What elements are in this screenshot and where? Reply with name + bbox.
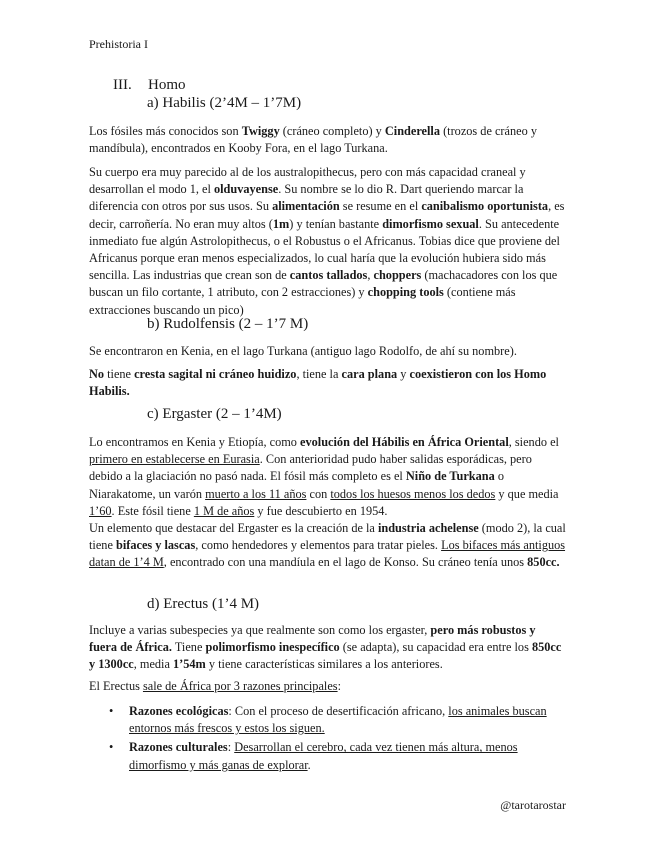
rudolfensis-paragraph-2: No tiene cresta sagital ni cráneo huidizo, tiene la cara plana y coexistieron con los Homo Habilis. <box>89 367 547 399</box>
reasons-list <box>89 703 566 776</box>
subheading-habilis: a) Habilis (2’4M – 1’7M) <box>147 95 302 111</box>
erectus-paragraph-1: Incluye a varias subespecies ya que realmente son como los ergaster, pero más robustos y fuera de África. Tiene polimorfismo inespecífico (se adapta), su capacidad era entre los 850cc y 1300cc, media 1’54m y tiene características similares a los anteriores. <box>89 623 562 672</box>
footer-handle: @tarotarostar <box>500 798 566 812</box>
erectus-paragraph-2: El Erectus sale de África por 3 razones principales: <box>89 679 341 693</box>
habilis-paragraph-1: Los fósiles más conocidos son Twiggy (cráneo completo) y Cinderella (trozos de cráneo y mandíbula), encontrados en Kooby Fora, en el lago Turkana. <box>89 124 537 156</box>
section-heading <box>113 77 186 94</box>
rudolfensis-paragraph-1: Se encontraron en Kenia, en el lago Turkana (antiguo lago Rodolfo, de ahí su nombre). <box>89 344 517 358</box>
habilis-paragraph-2: Su cuerpo era muy parecido al de los australopithecus, pero con más capacidad craneal y desarrollan el modo 1, el olduvayense. Su nombre se lo dio R. Dart queriendo marcar la diferencia con otros por sus usos. Su alimentación se resume en el canibalismo oportunista, es decir, carroñería. No eran muy altos (1m) y tenían bastante dimorfismo sexual. Su antecedente inmediato fue algún Astrolopithecus, o el Robustus o el Africanus. Tobias dice que proviene del Africanus porque eran menos especializados, lo cual haría que la evolución hubiera sido más sencilla. Las industrias que crean son de cantos tallados, choppers (machacadores con los que buscan un filo cortante, 1 atributo, con 2 estracciones) y chopping tools (contiene más extracciones buscando un pico) <box>89 165 565 317</box>
section-title: Homo <box>148 77 186 93</box>
ergaster-paragraph-2: Un elemento que destacar del Ergaster es la creación de la industria achelense (modo 2), la cual tiene bifaces y lascas, como hendedores y elementos para tratar pieles. Los bifaces más antiguos datan de 1’4 M, encontrado con una mandíula en el lago de Konso. Su cráneo tenía unos 850cc. <box>89 521 566 570</box>
list-item: • Razones culturales: Desarrollan el cerebro, cada vez tienen más altura, menos dimorfismo y más ganas de explorar. <box>89 739 566 773</box>
subheading-ergaster: c) Ergaster (2 – 1’4M) <box>147 406 282 422</box>
subheading-rudolfensis: b) Rudolfensis (2 – 1’7 M) <box>147 316 309 332</box>
running-header: Prehistoria I <box>89 37 148 51</box>
list-item: • Razones ecológicas: Con el proceso de desertificación africano, los animales buscan entornos más frescos y estos los siguen. <box>89 703 566 737</box>
subheading-erectus: d) Erectus (1’4 M) <box>147 596 260 612</box>
section-number: III. <box>113 77 132 93</box>
ergaster-paragraph-1: Lo encontramos en Kenia y Etiopía, como evolución del Hábilis en África Oriental, siendo el primero en establecerse en Eurasia. Con anterioridad pudo haber salidas esporádicas, pero debido a la glaciación no pasó nada. El fósil más completo es el Niño de Turkana o Niarakatome, un varón muerto a los 11 años con todos los huesos menos los dedos y que media 1’60. Este fósil tiene 1 M de años y fue descubierto en 1954. <box>89 435 559 518</box>
